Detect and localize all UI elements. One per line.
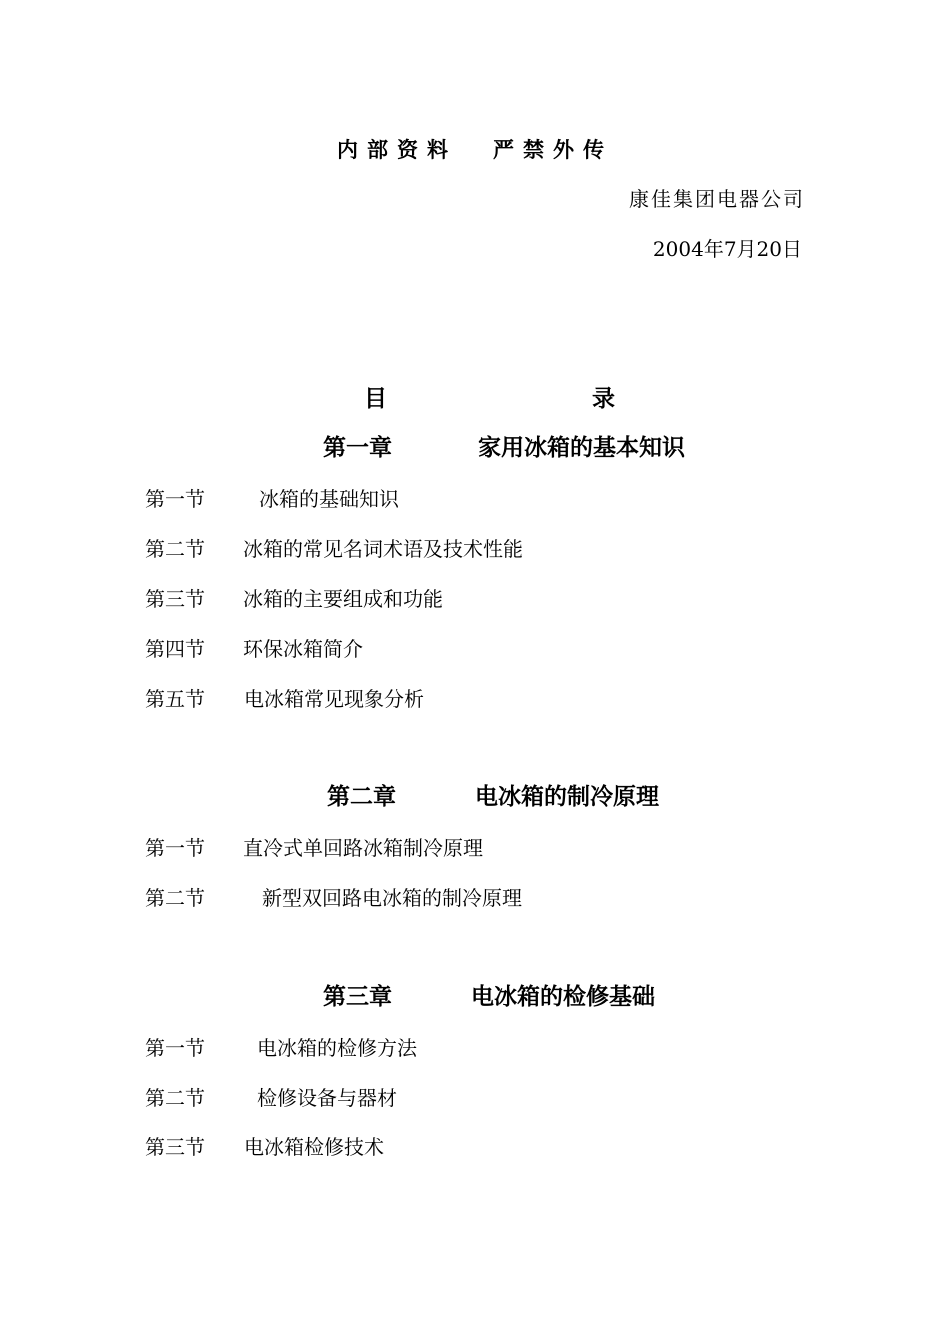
section-label: 第二节: [145, 537, 205, 561]
section-title: 电冰箱检修技术: [244, 1135, 384, 1159]
section-label: 第一节: [145, 1036, 205, 1060]
document-date: 2004年7月20日: [652, 237, 802, 261]
section-label: 第一节: [145, 836, 205, 860]
section-title: 新型双回路电冰箱的制冷原理: [262, 886, 522, 910]
section-title: 电冰箱常见现象分析: [244, 687, 424, 711]
chapter-1-label: 第一章: [323, 435, 392, 461]
confidential-notice: [0, 140, 950, 161]
chapter-2-title: 电冰箱的制冷原理: [475, 784, 659, 810]
section-label: 第二节: [145, 886, 205, 910]
section-title: 检修设备与器材: [257, 1086, 397, 1110]
section-label: 第五节: [145, 687, 205, 711]
chapter-2-label: 第二章: [327, 784, 396, 810]
section-title: 冰箱的基础知识: [259, 487, 399, 511]
toc-title-left: 目: [364, 386, 387, 412]
section-label: 第四节: [145, 637, 205, 661]
section-title: 冰箱的常见名词术语及技术性能: [243, 537, 523, 561]
section-title: 直冷式单回路冰箱制冷原理: [243, 836, 483, 860]
section-label: 第一节: [145, 487, 205, 511]
notice-restricted: 严禁外传: [493, 138, 613, 162]
section-title: 冰箱的主要组成和功能: [243, 587, 443, 611]
section-title: 环保冰箱简介: [243, 637, 363, 661]
notice-internal: 内部资料: [337, 138, 457, 162]
section-title: 电冰箱的检修方法: [257, 1036, 417, 1060]
toc-title-right: 录: [592, 386, 615, 412]
section-label: 第三节: [145, 587, 205, 611]
section-label: 第二节: [145, 1086, 205, 1110]
chapter-3-title: 电冰箱的检修基础: [471, 984, 655, 1010]
chapter-3-label: 第三章: [323, 984, 392, 1010]
section-label: 第三节: [145, 1135, 205, 1159]
company-name: 康佳集团电器公司: [629, 187, 805, 211]
chapter-1-title: 家用冰箱的基本知识: [478, 435, 685, 461]
